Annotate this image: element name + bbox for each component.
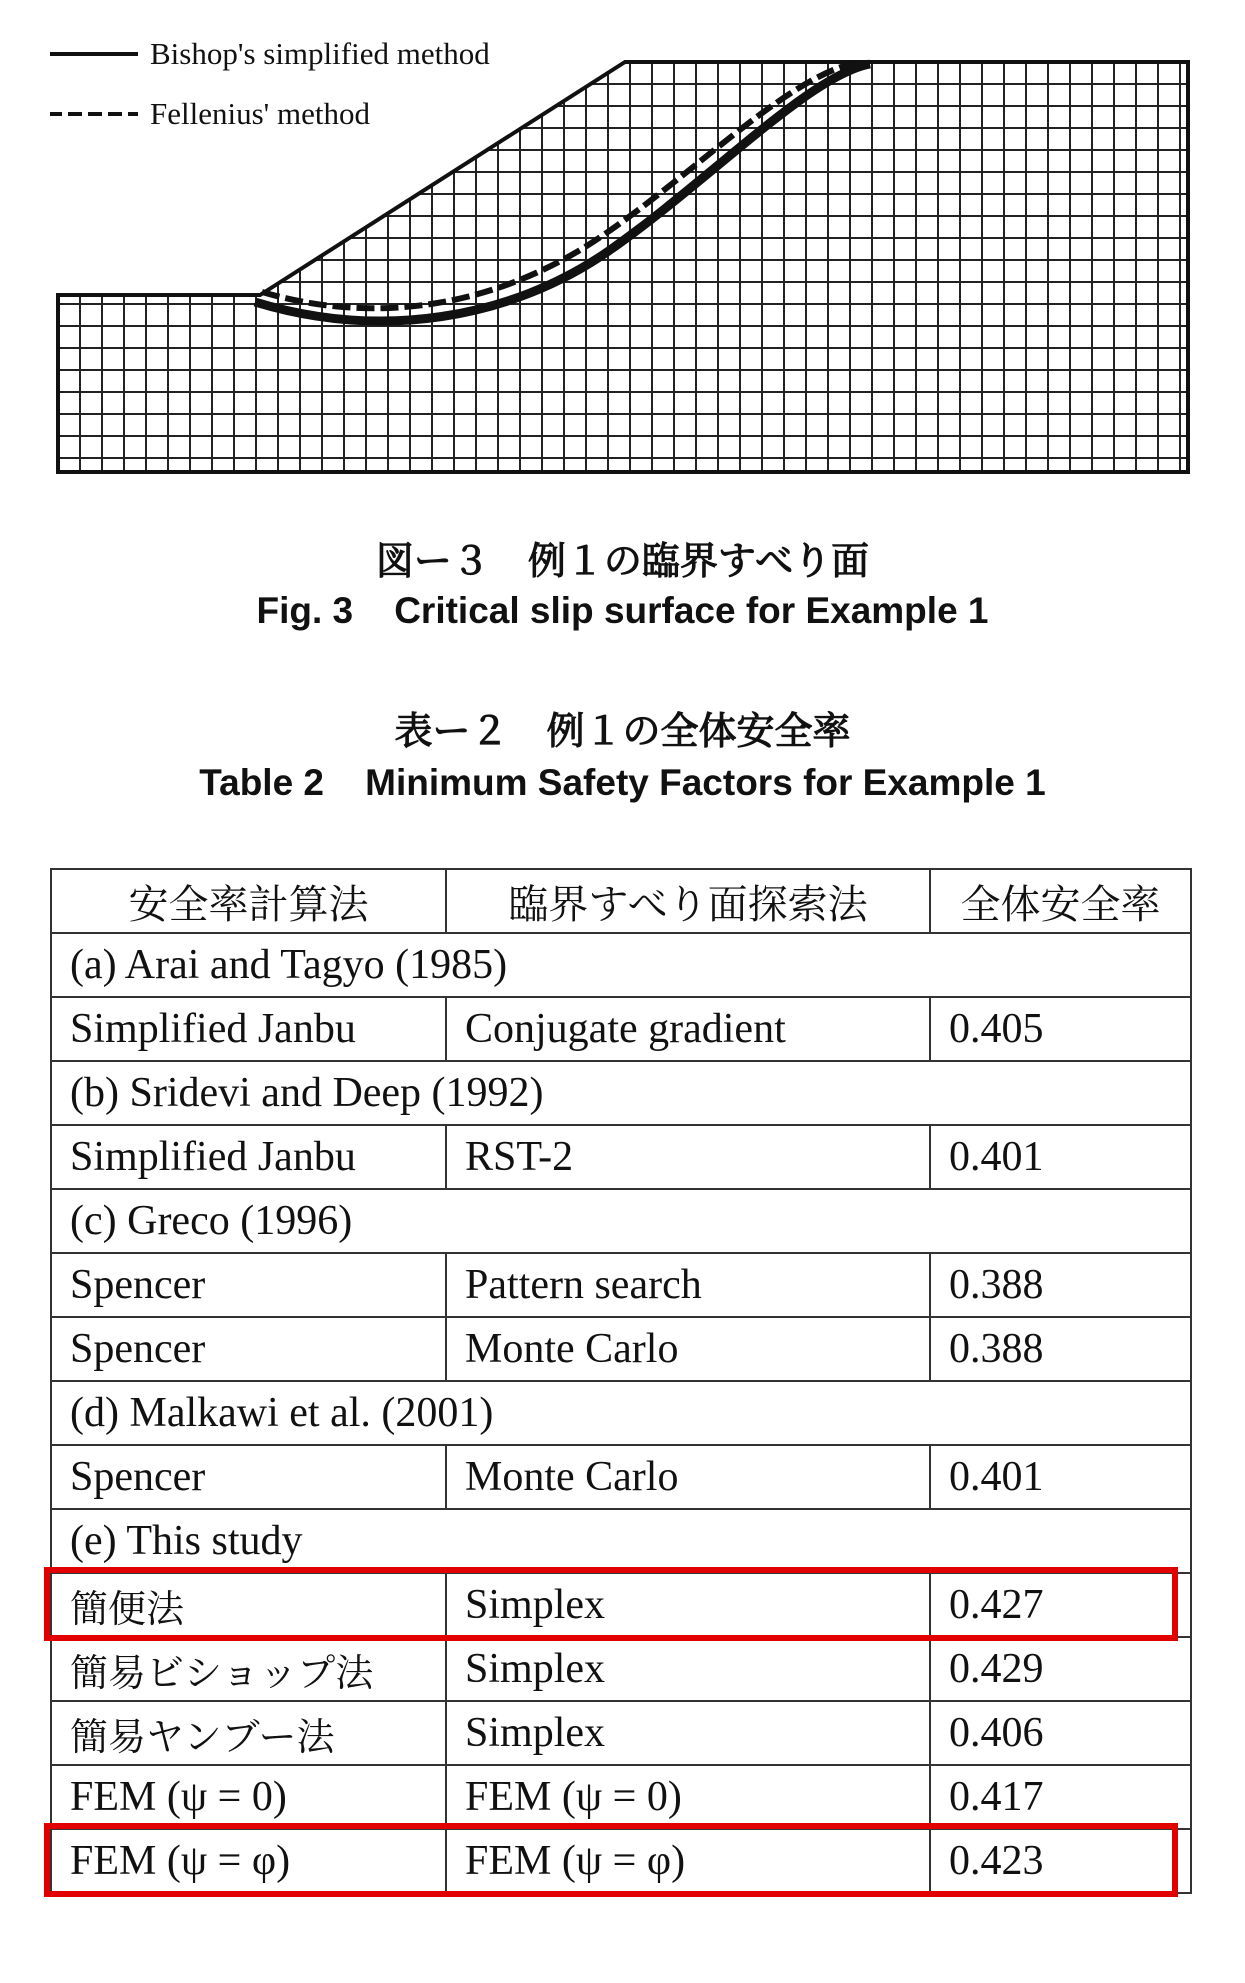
legend	[50, 40, 490, 131]
table-row	[51, 1573, 1191, 1637]
legend-fellenius-label: Fellenius' method	[150, 96, 370, 131]
header-search-method: 臨界すべり面探索法	[446, 869, 930, 933]
calc-method-cell: FEM (ψ = φ)	[51, 1829, 446, 1893]
search-method-cell: Pattern search	[446, 1253, 930, 1317]
table-row	[51, 1317, 1191, 1381]
search-method-cell: Simplex	[446, 1573, 930, 1637]
group-row	[51, 1381, 1191, 1445]
safety-factor-cell: 0.427	[930, 1573, 1191, 1637]
calc-method-cell: Spencer	[51, 1445, 446, 1509]
calc-method-cell: 簡易ビショップ法	[51, 1637, 446, 1701]
legend-bishop-label: Bishop's simplified method	[150, 40, 490, 71]
safety-factor-cell: 0.401	[930, 1445, 1191, 1509]
search-method-cell: Monte Carlo	[446, 1445, 930, 1509]
group-label: (b) Sridevi and Deep (1992)	[51, 1061, 1191, 1125]
group-label: (d) Malkawi et al. (2001)	[51, 1381, 1191, 1445]
slope-mesh-figure	[50, 40, 1200, 480]
safety-factor-cell: 0.429	[930, 1637, 1191, 1701]
calc-method-cell: Simplified Janbu	[51, 1125, 446, 1189]
search-method-cell: RST-2	[446, 1125, 930, 1189]
table-header-row	[51, 869, 1191, 933]
group-row	[51, 1189, 1191, 1253]
table-row	[51, 997, 1191, 1061]
group-row	[51, 1509, 1191, 1573]
calc-method-cell: 簡易ヤンブー法	[51, 1701, 446, 1765]
safety-factor-table	[50, 868, 1192, 1894]
calc-method-cell: Spencer	[51, 1317, 446, 1381]
figure-caption-en: Fig. 3 Critical slip surface for Example 1	[256, 590, 989, 631]
figure-caption-jp: 図ー３ 例１の臨界すべり面	[375, 539, 870, 583]
safety-factor-cell: 0.406	[930, 1701, 1191, 1765]
header-calc-method: 安全率計算法	[51, 869, 446, 933]
table-row	[51, 1701, 1191, 1765]
calc-method-cell: 簡便法	[51, 1573, 446, 1637]
group-label: (c) Greco (1996)	[51, 1189, 1191, 1253]
search-method-cell: FEM (ψ = φ)	[446, 1829, 930, 1893]
table-caption-jp: 表ー２ 例１の全体安全率	[394, 709, 851, 753]
group-row	[51, 933, 1191, 997]
group-label: (e) This study	[51, 1509, 1191, 1573]
search-method-cell: Monte Carlo	[446, 1317, 930, 1381]
search-method-cell: Conjugate gradient	[446, 997, 930, 1061]
search-method-cell: FEM (ψ = 0)	[446, 1765, 930, 1829]
mesh-drawing	[50, 40, 1200, 480]
safety-factor-cell: 0.417	[930, 1765, 1191, 1829]
header-safety-factor: 全体安全率	[930, 869, 1191, 933]
search-method-cell: Simplex	[446, 1701, 930, 1765]
group-label: (a) Arai and Tagyo (1985)	[51, 933, 1191, 997]
calc-method-cell: FEM (ψ = 0)	[51, 1765, 446, 1829]
safety-factor-cell: 0.388	[930, 1253, 1191, 1317]
table-row	[51, 1829, 1191, 1893]
safety-factor-cell: 0.405	[930, 997, 1191, 1061]
table-row	[51, 1445, 1191, 1509]
table-row	[51, 1253, 1191, 1317]
table-caption-en: Table 2 Minimum Safety Factors for Example 1	[199, 762, 1046, 803]
safety-factor-cell: 0.388	[930, 1317, 1191, 1381]
table-row	[51, 1125, 1191, 1189]
search-method-cell: Simplex	[446, 1637, 930, 1701]
table-row	[51, 1765, 1191, 1829]
group-row	[51, 1061, 1191, 1125]
calc-method-cell: Simplified Janbu	[51, 997, 446, 1061]
safety-factor-cell: 0.401	[930, 1125, 1191, 1189]
safety-factor-cell: 0.423	[930, 1829, 1191, 1893]
table-row	[51, 1637, 1191, 1701]
calc-method-cell: Spencer	[51, 1253, 446, 1317]
safety-factor-table-wrap	[50, 868, 1190, 1894]
